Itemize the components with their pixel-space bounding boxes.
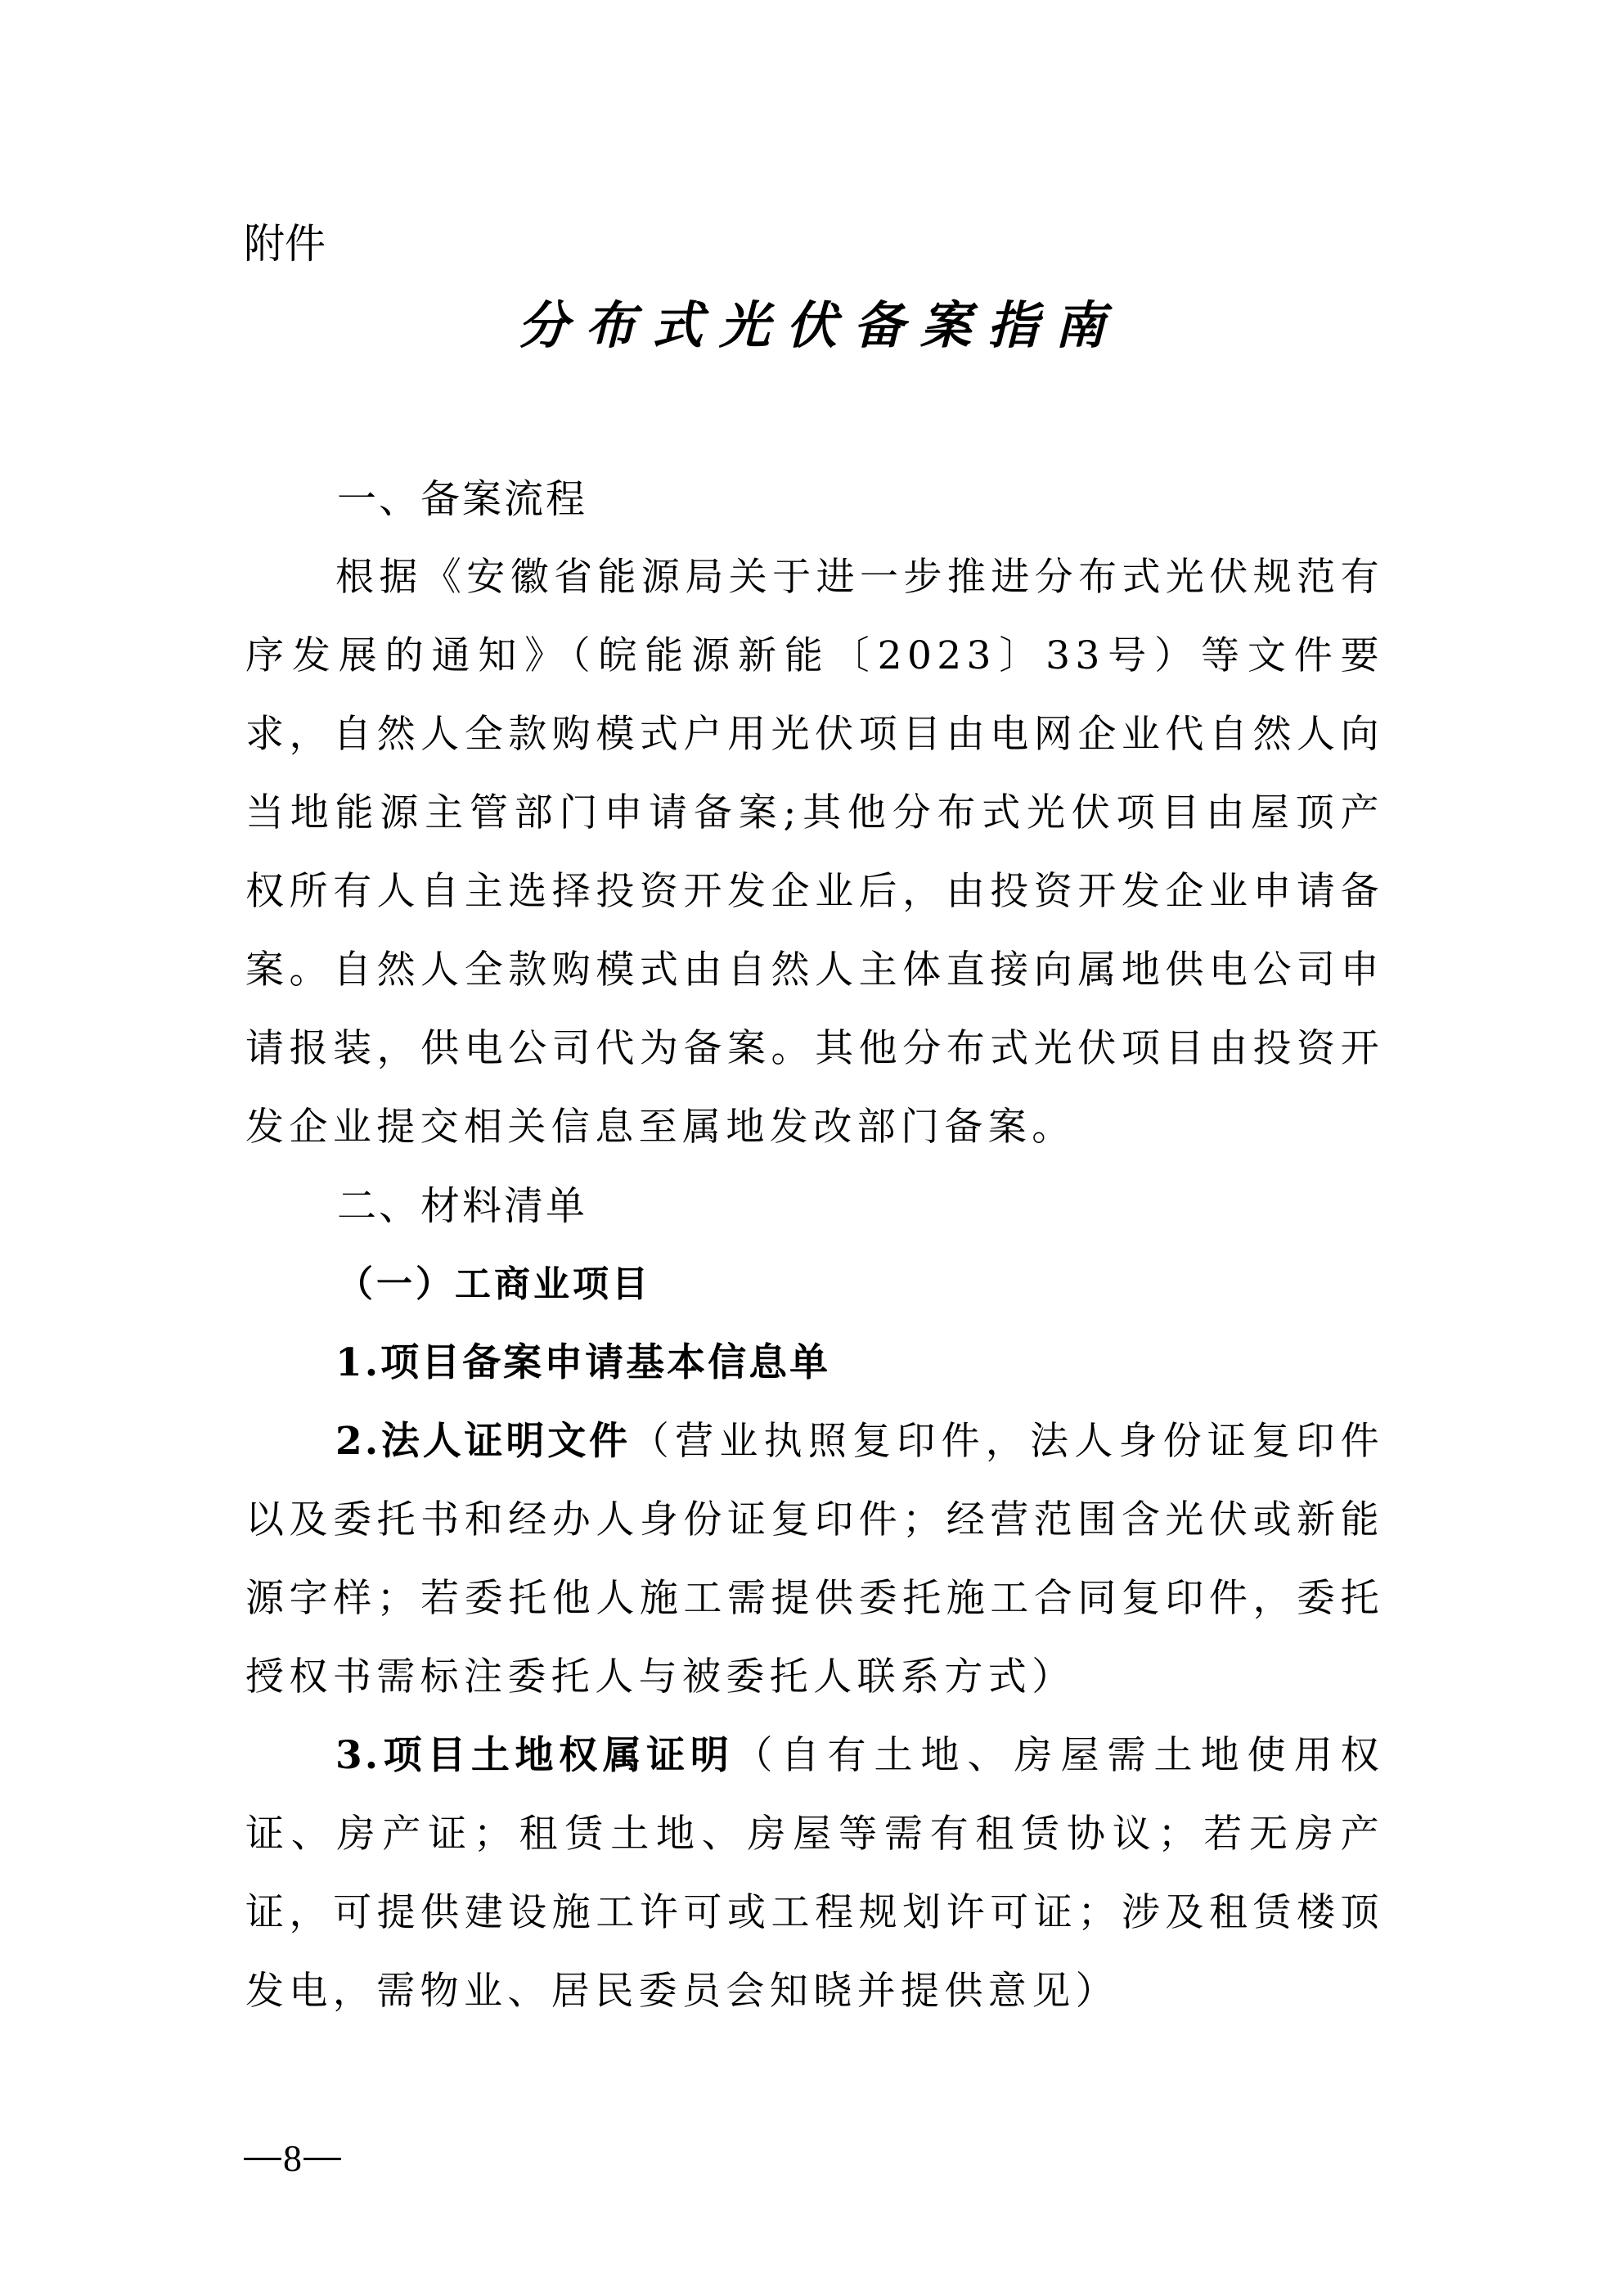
attachment-label: 附件 xyxy=(244,220,326,268)
list-item-2 xyxy=(245,1402,1384,1717)
list-item-detail: （自有土地、房屋需土地使用权证、房产证；租赁土地、房屋等需有租赁协议；若无房产证，可提供建设施工许可或工程规划许可证；涉及租赁楼顶发电，需物业、居民委员会知晓并提供意见） xyxy=(245,1733,1384,2014)
subsection-heading-commercial-projects: （一）工商业项目 xyxy=(337,1263,651,1305)
document-body xyxy=(245,460,1384,2031)
section-heading-filing-process: 一、备案流程 xyxy=(337,476,588,522)
paragraph-filing-process: 根据《安徽省能源局关于进一步推进分布式光伏规范有序发展的通知》（皖能源新能〔2023〕33号）等文件要求，自然人全款购模式户用光伏项目由电网企业代自然人向当地能源主管部门申请备案;其他分布式光伏项目由屋顶产权所有人自主选择投资开发企业后，由投资开发企业申请备案。自然人全款购模式由自然人主体直接向属地供电公司申请报装，供电公司代为备案。其他分布式光伏项目由投资开发企业提交相关信息至属地发改部门备案。 xyxy=(245,555,1384,1150)
page-number-dash-left xyxy=(244,2158,281,2160)
list-item-lead: 2.法人证明文件 xyxy=(335,1419,631,1464)
document-title: 分布式光伏备案指南 xyxy=(517,295,1122,355)
section-heading-materials-list: 二、材料清单 xyxy=(337,1183,588,1229)
page-number xyxy=(244,2136,341,2181)
list-item-1 xyxy=(245,1324,1384,1402)
list-item-3 xyxy=(245,1717,1384,2031)
list-item-lead: 3.项目土地权属证明 xyxy=(335,1733,735,1778)
list-item-lead: 1.项目备案申请基本信息单 xyxy=(335,1340,831,1385)
page-number-dash-right xyxy=(303,2158,341,2160)
page-number-value: 8 xyxy=(283,2137,302,2179)
list-item-detail: （营业执照复印件，法人身份证复印件以及委托书和经办人身份证复印件；经营范围含光伏或新能源字样；若委托他人施工需提供委托施工合同复印件，委托授权书需标注委托人与被委托人联系方式） xyxy=(245,1419,1384,1699)
